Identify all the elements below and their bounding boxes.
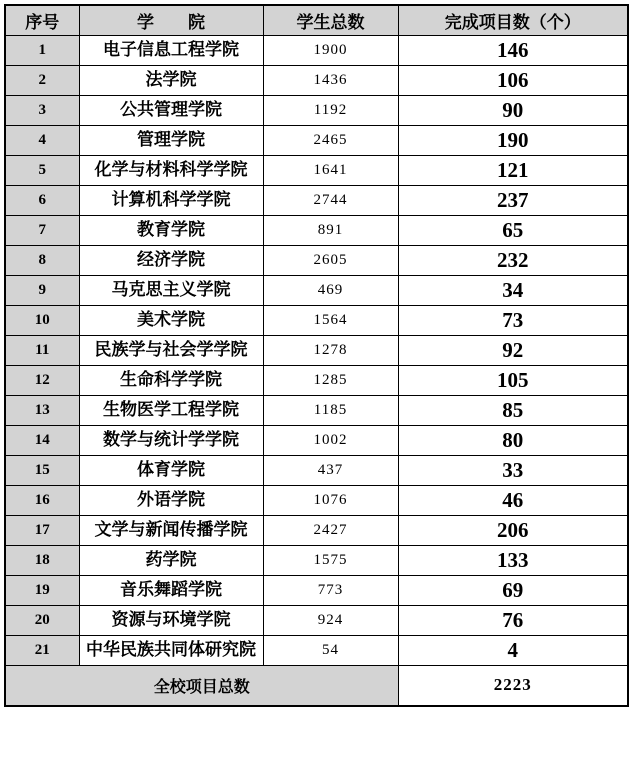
row-number-cell: 8 — [5, 246, 79, 276]
college-name-cell: 电子信息工程学院 — [79, 36, 263, 66]
college-name-cell: 公共管理学院 — [79, 96, 263, 126]
project-count-cell: 33 — [398, 456, 628, 486]
project-count-cell: 232 — [398, 246, 628, 276]
row-number-cell: 17 — [5, 516, 79, 546]
row-number-cell: 7 — [5, 216, 79, 246]
project-count-cell: 190 — [398, 126, 628, 156]
row-number-cell: 11 — [5, 336, 79, 366]
row-number-cell: 9 — [5, 276, 79, 306]
table-row — [5, 36, 628, 66]
project-count-cell: 90 — [398, 96, 628, 126]
project-count-cell: 4 — [398, 636, 628, 666]
college-name-cell: 音乐舞蹈学院 — [79, 576, 263, 606]
row-number-cell: 12 — [5, 366, 79, 396]
row-number-cell: 16 — [5, 486, 79, 516]
footer-row — [5, 666, 628, 706]
college-name-cell: 生命科学学院 — [79, 366, 263, 396]
student-count-cell: 1076 — [263, 486, 398, 516]
table-row — [5, 126, 628, 156]
table-row — [5, 186, 628, 216]
row-number-cell: 18 — [5, 546, 79, 576]
college-name-cell: 管理学院 — [79, 126, 263, 156]
row-number-cell: 6 — [5, 186, 79, 216]
project-count-cell: 69 — [398, 576, 628, 606]
table-row — [5, 516, 628, 546]
college-name-cell: 美术学院 — [79, 306, 263, 336]
table-body — [5, 36, 628, 666]
project-count-cell: 105 — [398, 366, 628, 396]
header-student-total: 学生总数 — [263, 5, 398, 36]
student-count-cell: 1641 — [263, 156, 398, 186]
table-row — [5, 96, 628, 126]
table-row — [5, 66, 628, 96]
student-count-cell: 1002 — [263, 426, 398, 456]
row-number-cell: 14 — [5, 426, 79, 456]
student-count-cell: 1278 — [263, 336, 398, 366]
table-footer — [5, 666, 628, 706]
project-count-cell: 34 — [398, 276, 628, 306]
project-count-cell: 76 — [398, 606, 628, 636]
table-row — [5, 426, 628, 456]
student-count-cell: 2465 — [263, 126, 398, 156]
header-row — [5, 5, 628, 36]
student-count-cell: 2744 — [263, 186, 398, 216]
student-count-cell: 469 — [263, 276, 398, 306]
college-name-cell: 民族学与社会学学院 — [79, 336, 263, 366]
college-name-cell: 生物医学工程学院 — [79, 396, 263, 426]
row-number-cell: 10 — [5, 306, 79, 336]
table-row — [5, 366, 628, 396]
table-header — [5, 5, 628, 36]
table-row — [5, 216, 628, 246]
college-name-cell: 药学院 — [79, 546, 263, 576]
college-projects-table — [4, 4, 629, 707]
college-name-cell: 资源与环境学院 — [79, 606, 263, 636]
college-name-cell: 外语学院 — [79, 486, 263, 516]
header-serial-number: 序号 — [5, 5, 79, 36]
project-count-cell: 237 — [398, 186, 628, 216]
row-number-cell: 5 — [5, 156, 79, 186]
student-count-cell: 1185 — [263, 396, 398, 426]
college-name-cell: 教育学院 — [79, 216, 263, 246]
row-number-cell: 21 — [5, 636, 79, 666]
table-row — [5, 276, 628, 306]
table-row — [5, 396, 628, 426]
row-number-cell: 15 — [5, 456, 79, 486]
project-count-cell: 106 — [398, 66, 628, 96]
row-number-cell: 20 — [5, 606, 79, 636]
project-count-cell: 92 — [398, 336, 628, 366]
header-college: 学 院 — [79, 5, 263, 36]
project-count-cell: 73 — [398, 306, 628, 336]
table-row — [5, 546, 628, 576]
table-row — [5, 336, 628, 366]
row-number-cell: 1 — [5, 36, 79, 66]
table-row — [5, 306, 628, 336]
table-row — [5, 606, 628, 636]
student-count-cell: 1285 — [263, 366, 398, 396]
student-count-cell: 924 — [263, 606, 398, 636]
project-count-cell: 65 — [398, 216, 628, 246]
college-name-cell: 计算机科学学院 — [79, 186, 263, 216]
college-name-cell: 经济学院 — [79, 246, 263, 276]
student-count-cell: 1900 — [263, 36, 398, 66]
row-number-cell: 4 — [5, 126, 79, 156]
project-count-cell: 121 — [398, 156, 628, 186]
project-count-cell: 146 — [398, 36, 628, 66]
student-count-cell: 1575 — [263, 546, 398, 576]
row-number-cell: 3 — [5, 96, 79, 126]
header-completed-projects: 完成项目数（个） — [398, 5, 628, 36]
college-name-cell: 法学院 — [79, 66, 263, 96]
row-number-cell: 13 — [5, 396, 79, 426]
project-count-cell: 133 — [398, 546, 628, 576]
footer-total-value: 2223 — [398, 666, 628, 706]
college-name-cell: 化学与材料科学学院 — [79, 156, 263, 186]
student-count-cell: 2605 — [263, 246, 398, 276]
college-name-cell: 马克思主义学院 — [79, 276, 263, 306]
project-count-cell: 80 — [398, 426, 628, 456]
row-number-cell: 2 — [5, 66, 79, 96]
college-name-cell: 体育学院 — [79, 456, 263, 486]
project-count-cell: 85 — [398, 396, 628, 426]
project-count-cell: 206 — [398, 516, 628, 546]
table-row — [5, 636, 628, 666]
student-count-cell: 1564 — [263, 306, 398, 336]
table-row — [5, 486, 628, 516]
student-count-cell: 54 — [263, 636, 398, 666]
student-count-cell: 1192 — [263, 96, 398, 126]
student-count-cell: 2427 — [263, 516, 398, 546]
table-row — [5, 156, 628, 186]
student-count-cell: 891 — [263, 216, 398, 246]
table-row — [5, 246, 628, 276]
college-name-cell: 文学与新闻传播学院 — [79, 516, 263, 546]
student-count-cell: 1436 — [263, 66, 398, 96]
table-row — [5, 456, 628, 486]
footer-total-label: 全校项目总数 — [5, 666, 398, 706]
college-name-cell: 中华民族共同体研究院 — [79, 636, 263, 666]
row-number-cell: 19 — [5, 576, 79, 606]
project-count-cell: 46 — [398, 486, 628, 516]
table-row — [5, 576, 628, 606]
student-count-cell: 773 — [263, 576, 398, 606]
student-count-cell: 437 — [263, 456, 398, 486]
college-name-cell: 数学与统计学学院 — [79, 426, 263, 456]
